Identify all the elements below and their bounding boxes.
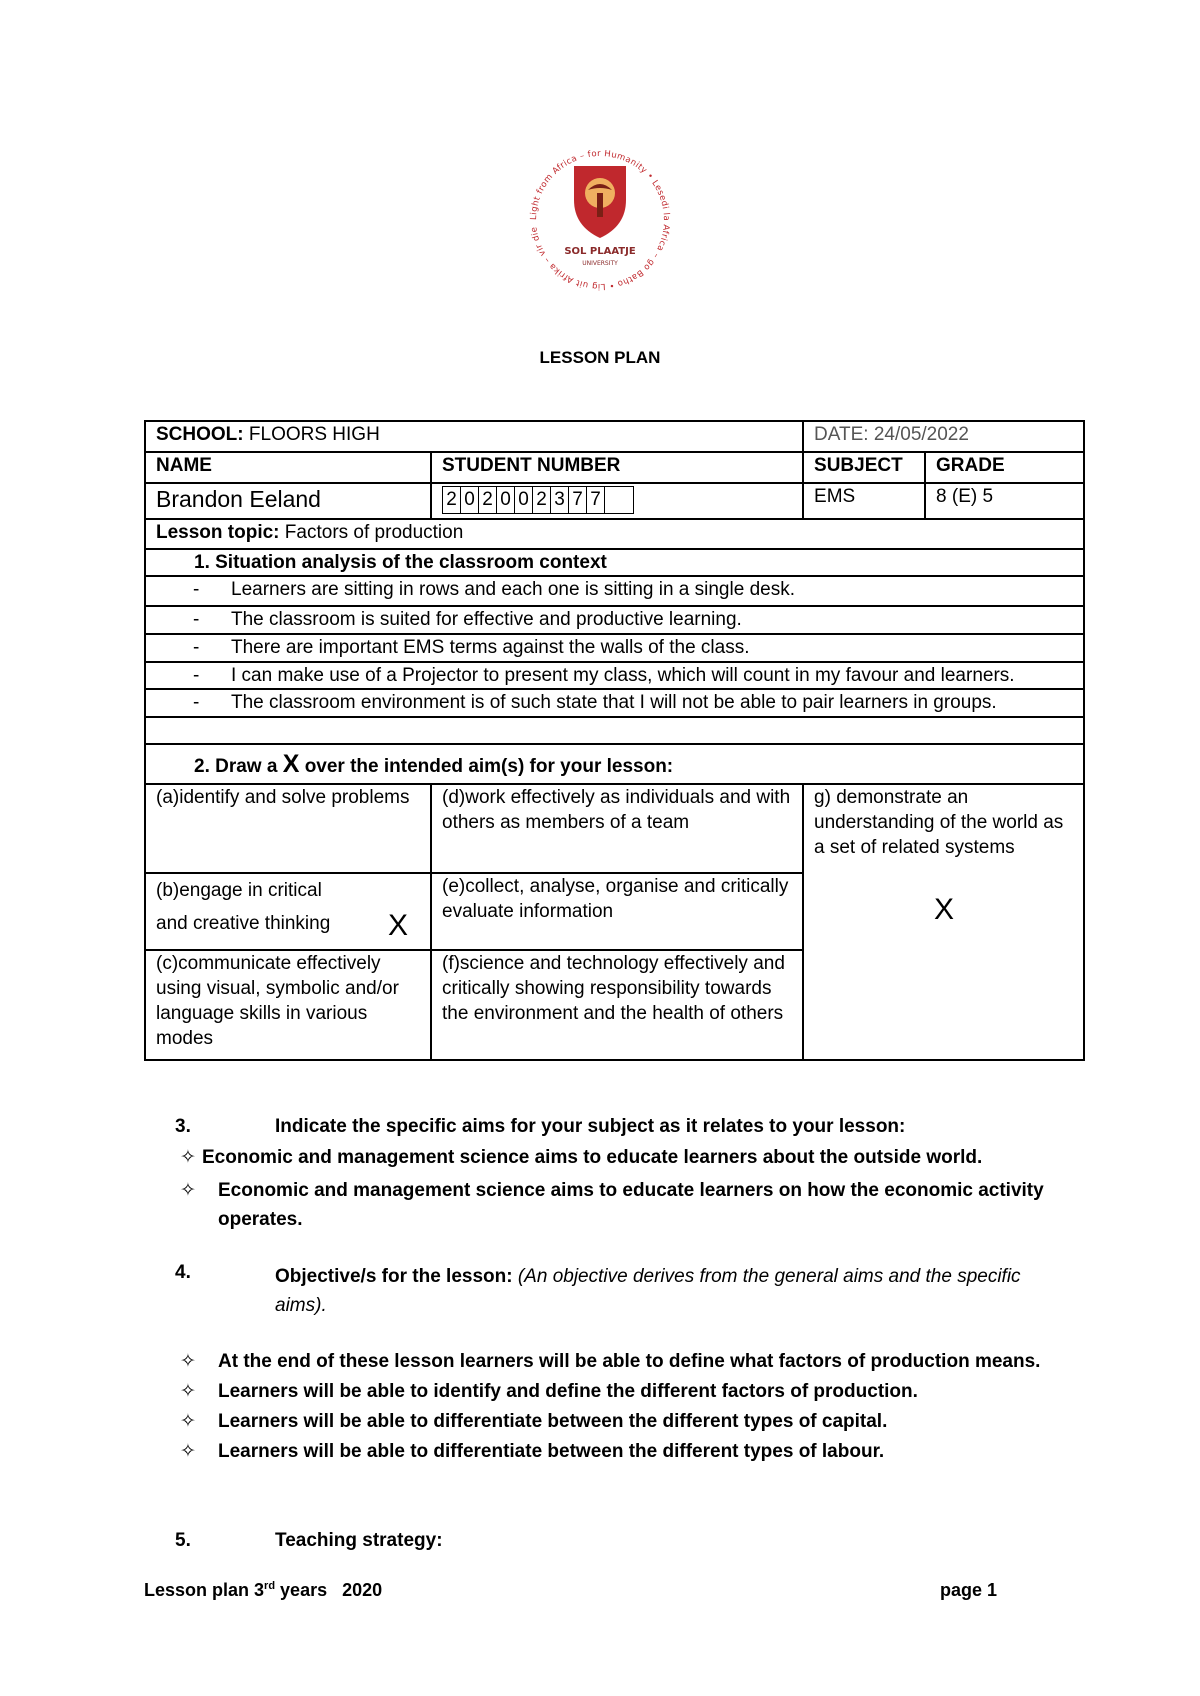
- digit-box: 7: [569, 486, 587, 514]
- section3-item: ✧ Economic and management science aims to educate learners about the outside world.: [180, 1147, 983, 1168]
- grade-value: 8 (E) 5: [925, 483, 1084, 519]
- digit-box: 0: [461, 486, 479, 514]
- digit-box: 3: [551, 486, 569, 514]
- empty-row: [145, 717, 1084, 744]
- situation-item: - Learners are sitting in rows and each one is sitting in a single desk.: [145, 576, 1084, 606]
- subject-header: SUBJECT: [803, 452, 925, 483]
- section5-number: 5.: [175, 1530, 191, 1551]
- situation-item: - There are important EMS terms against the walls of the class.: [145, 634, 1084, 662]
- student-number-header: STUDENT NUMBER: [431, 452, 803, 483]
- aim-c: (c)communicate effectively using visual, symbolic and/or language skills in various modes: [145, 950, 431, 1060]
- digit-box: 0: [515, 486, 533, 514]
- situation-item: - The classroom is suited for effective and productive learning.: [145, 606, 1084, 634]
- situation-item: - The classroom environment is of such state that I will not be able to pair learners in groups.: [145, 689, 1084, 717]
- aim-g-cell: [803, 784, 1084, 1060]
- section4-item: ✧ Learners will be able to differentiate between the different types of capital.: [180, 1411, 888, 1432]
- aim-b: (b)engage in critical and creative thinking: [156, 880, 331, 935]
- aims-heading: 2. Draw a X over the intended aim(s) for your lesson:: [145, 744, 1084, 784]
- page-number: page 1: [940, 1580, 998, 1600]
- school-value: FLOORS HIGH: [248, 424, 380, 445]
- section4-item: ✧ Learners will be able to differentiate between the different types of labour.: [180, 1441, 885, 1462]
- situation-heading: 1. Situation analysis of the classroom context: [145, 549, 1084, 576]
- aim-f: (f)science and technology effectively and critically showing responsibility towards the environment and the health of others: [431, 950, 803, 1060]
- situation-item: - I can make use of a Projector to present my class, which will count in my favour and learners.: [145, 662, 1084, 689]
- section4-item: ✧ At the end of these lesson learners will be able to define what factors of production means.: [180, 1351, 1041, 1372]
- aim-g: g) demonstrate an understanding of the world as a set of related systems: [814, 787, 1064, 859]
- digit-box: 2: [442, 486, 461, 514]
- student-number-boxes: [442, 486, 792, 514]
- student-number-cell: [431, 483, 803, 519]
- lesson-plan-table: [144, 420, 1085, 1061]
- section3-heading: Indicate the specific aims for your subject as it relates to your lesson:: [275, 1116, 906, 1137]
- document-title: LESSON PLAN: [539, 348, 661, 367]
- section4-number: 4.: [175, 1262, 191, 1283]
- topic-value: Factors of production: [284, 522, 464, 543]
- aim-e: (e)collect, analyse, organise and critically evaluate information: [431, 873, 803, 950]
- digit-box: 7: [587, 486, 605, 514]
- footer-left: Lesson plan 3rd years 2020: [144, 1580, 383, 1600]
- digit-box: 2: [479, 486, 497, 514]
- digit-box: 2: [533, 486, 551, 514]
- logo-name-line2: UNIVERSITY: [582, 260, 618, 267]
- subject-value: EMS: [803, 483, 925, 519]
- aim-d: (d)work effectively as individuals and with others as members of a team: [431, 784, 803, 873]
- aim-g-mark: X: [934, 893, 955, 927]
- school-cell: [145, 421, 803, 452]
- digit-box: [605, 486, 634, 514]
- aim-b-cell: [145, 873, 431, 950]
- aim-a: (a)identify and solve problems: [145, 784, 431, 873]
- logo-name-line1: SOL PLAATJE: [564, 246, 636, 257]
- name-header: NAME: [145, 452, 431, 483]
- name-value: Brandon Eeland: [145, 483, 431, 519]
- school-label: SCHOOL:: [156, 424, 244, 445]
- logo-ring-text: Light from Africa – for Humanity • Lesedi la Africa – go Batho • Lig uit Afrika – vir die: [528, 148, 672, 292]
- university-logo: [518, 138, 682, 302]
- date-cell: DATE: 24/05/2022: [803, 421, 1084, 452]
- topic-label: Lesson topic:: [156, 522, 280, 543]
- section3-item: ✧ Economic and management science aims to educate learners on how the economic activity operates.: [180, 1180, 1044, 1231]
- section4-heading: Objective/s for the lesson: (An objective derives from the general aims and the specific aims).: [275, 1266, 1021, 1317]
- section3-number: 3.: [175, 1116, 191, 1137]
- aim-b-mark: X: [387, 909, 408, 943]
- digit-box: 0: [497, 486, 515, 514]
- section4-item: ✧ Learners will be able to identify and define the different factors of production.: [180, 1381, 918, 1402]
- section5-heading: Teaching strategy:: [275, 1530, 443, 1551]
- grade-header: GRADE: [925, 452, 1084, 483]
- topic-cell: [145, 519, 1084, 549]
